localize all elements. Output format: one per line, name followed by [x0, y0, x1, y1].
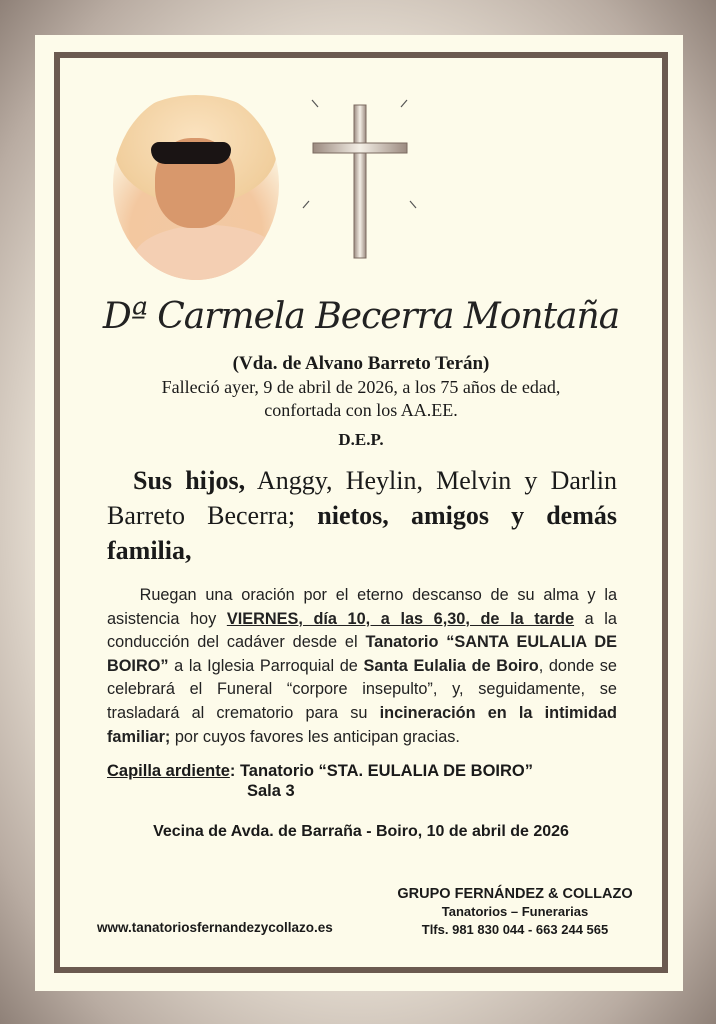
text: por cuyos favores les anticipan gracias.: [170, 727, 460, 746]
family-text: Anggy, Heylin, Melvin y Darlin Barreto Becerra;: [107, 466, 618, 530]
incineration: incineración en la intimidad familiar;: [107, 703, 617, 746]
deceased-name: Dª Carmela Becerra Montaña: [102, 296, 620, 337]
company-block: [380, 885, 650, 939]
text: a la conducción del cadáver desde el: [107, 609, 617, 652]
widow-of: (Vda. de Alvano Barreto Terán): [232, 353, 490, 374]
company-name: GRUPO FERNÁNDEZ & COLLAZO: [397, 886, 633, 902]
rip: D.E.P.: [338, 430, 384, 449]
capilla-label: Capilla ardiente: [107, 762, 230, 780]
capilla-value: : Tanatorio “STA. EULALIA DE BOIRO”: [229, 762, 533, 780]
service-time: VIERNES, día 10, a las 6,30, de la tarde: [226, 609, 575, 628]
death-line-1: Falleció ayer, 9 de abril de 2026, a los 75 años de edad,: [161, 377, 561, 397]
family-bold-2: nietos, amigos y demás familia,: [107, 501, 617, 565]
church: Santa Eulalia de Boiro: [363, 656, 539, 675]
family-paragraph: [107, 463, 617, 568]
company-phones: Tlfs. 981 830 044 - 663 244 565: [421, 922, 609, 937]
website-link[interactable]: www.tanatoriosfernandezycollazo.es: [97, 920, 333, 935]
sala: Sala 3: [247, 782, 295, 800]
cross-icon: [300, 95, 420, 265]
company-subtitle: Tanatorios – Funerarias: [441, 904, 589, 919]
portrait-photo: [113, 90, 279, 280]
capilla-ardiente: [107, 761, 533, 801]
death-info: [60, 376, 662, 422]
text: a la Iglesia Parroquial de: [168, 656, 364, 675]
death-line-2: confortada con los AA.EE.: [264, 400, 458, 420]
text: Ruegan una oración por el eterno descanso de su alma y la asistencia hoy: [107, 586, 617, 628]
family-bold-1: Sus hijos,: [133, 466, 246, 495]
service-paragraph: [107, 584, 617, 749]
text: , donde se celebrará el Funeral “corpore insepulto”, y, seguidamente, se trasladará al crematorio para su: [107, 656, 617, 722]
tanatorio: Tanatorio “SANTA EULALIA DE BOIRO”: [107, 633, 617, 675]
residence-date: Vecina de Avda. de Barraña - Boiro, 10 de abril de 2026: [153, 823, 569, 840]
